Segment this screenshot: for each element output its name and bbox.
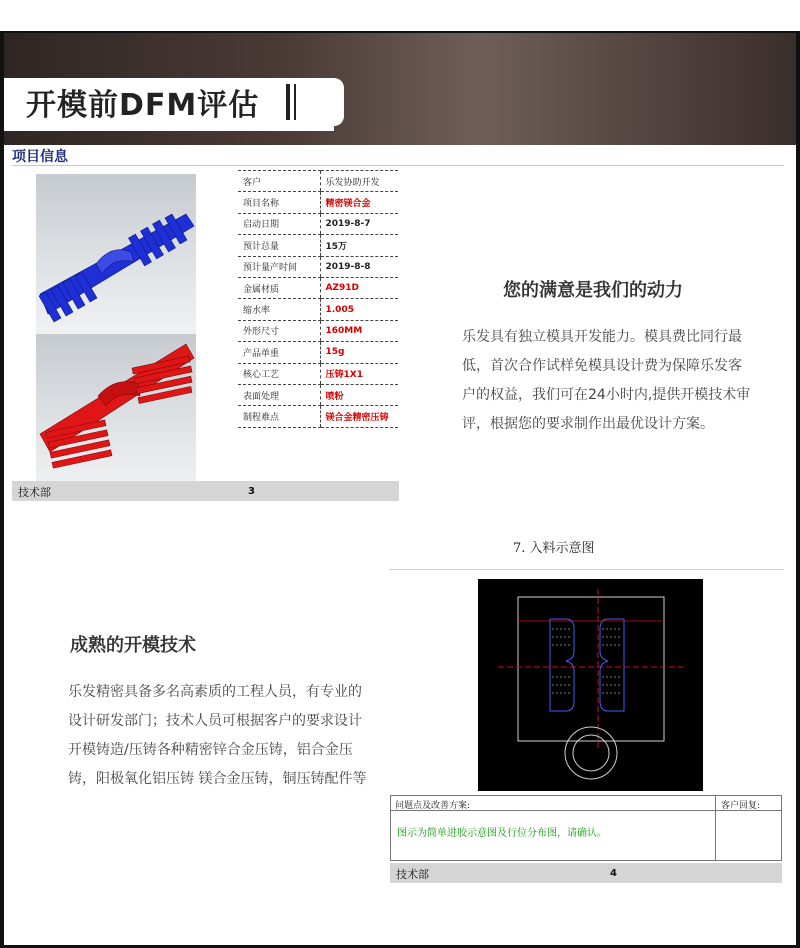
title-underline <box>4 126 334 131</box>
right-header-rule <box>400 146 784 166</box>
row-value: 精密镁合金 <box>320 192 398 213</box>
infeed-footer-bar <box>390 863 782 883</box>
row-value: 2019-8-7 <box>320 213 398 234</box>
project-info-table <box>238 170 398 428</box>
table-row <box>238 320 398 341</box>
table-row <box>238 406 398 427</box>
infeed-rule <box>389 569 784 570</box>
row-value: 压铸1X1 <box>320 363 398 384</box>
issue-box-header <box>391 796 781 811</box>
technology-heading: 成熟的开模技术 <box>70 635 196 656</box>
footer-dept: 技术部 <box>396 868 429 881</box>
title-bars-decoration <box>286 84 296 120</box>
row-value: AZ91D <box>320 277 398 298</box>
row-key: 核心工艺 <box>238 363 320 384</box>
page-title: 开模前DFM评估 <box>26 88 260 123</box>
footer-page-number: 4 <box>610 868 617 879</box>
row-value: 喷粉 <box>320 384 398 405</box>
row-key: 预计量产时间 <box>238 256 320 277</box>
technology-body: 乐发精密具备多名高素质的工程人员，有专业的设计研发部门；技术人员可根据客户的要求设计开模铸造/压铸各种精密锌合金压铸，铝合金压铸，阳极氧化铝压铸 镁合金压铸，铜压铸配件等 <box>68 684 367 787</box>
table-row <box>238 192 398 213</box>
row-value: 1.005 <box>320 299 398 320</box>
issue-box-divider <box>715 796 716 860</box>
project-info-title: 项目信息 <box>12 149 68 165</box>
row-key: 缩水率 <box>238 299 320 320</box>
table-row <box>238 235 398 256</box>
motivation-heading: 您的满意是我们的动力 <box>503 280 683 301</box>
infeed-cad-diagram <box>478 579 703 791</box>
table-row <box>238 277 398 298</box>
row-value: 2019-8-8 <box>320 256 398 277</box>
row-key: 项目名称 <box>238 192 320 213</box>
table-row <box>238 342 398 363</box>
issue-text: 图示为简单进胶示意图及行位分布图，请确认。 <box>397 828 607 839</box>
table-row <box>238 384 398 405</box>
table-row <box>238 299 398 320</box>
issue-header: 问题点及改善方案: <box>395 801 471 811</box>
row-key: 金属材质 <box>238 277 320 298</box>
part-render-red <box>36 334 196 482</box>
row-key: 客户 <box>238 171 320 192</box>
row-key: 产品单重 <box>238 342 320 363</box>
reply-header: 客户回复: <box>721 801 761 811</box>
table-row <box>238 171 398 192</box>
row-key: 启动日期 <box>238 213 320 234</box>
part-render-blue <box>36 174 196 334</box>
header-strip <box>0 0 800 33</box>
row-value: 160MM <box>320 320 398 341</box>
row-value: 镁合金精密压铸 <box>320 406 398 427</box>
table-row <box>238 363 398 384</box>
issue-review-box <box>390 795 782 861</box>
infeed-title: 7. 入料示意图 <box>513 541 595 556</box>
motivation-body: 乐发具有独立模具开发能力。模具费比同行最低，首次合作试样免模具设计费为保障乐发客户的权益，我们可在24小时内,提供开模技术审评，根据您的要求制作出最优设计方案。 <box>462 329 751 432</box>
row-value: 15g <box>320 342 398 363</box>
row-value: 15万 <box>320 235 398 256</box>
row-key: 制程难点 <box>238 406 320 427</box>
project-info-header <box>12 146 400 166</box>
footer-dept: 技术部 <box>18 486 51 499</box>
project-footer-bar <box>12 481 399 501</box>
table-row <box>238 256 398 277</box>
title-tab <box>4 78 344 126</box>
footer-page-number: 3 <box>248 486 255 497</box>
row-key: 表面处理 <box>238 384 320 405</box>
row-key: 预计总量 <box>238 235 320 256</box>
row-key: 外形尺寸 <box>238 320 320 341</box>
row-value: 乐发协助开发 <box>320 171 398 192</box>
table-row <box>238 213 398 234</box>
